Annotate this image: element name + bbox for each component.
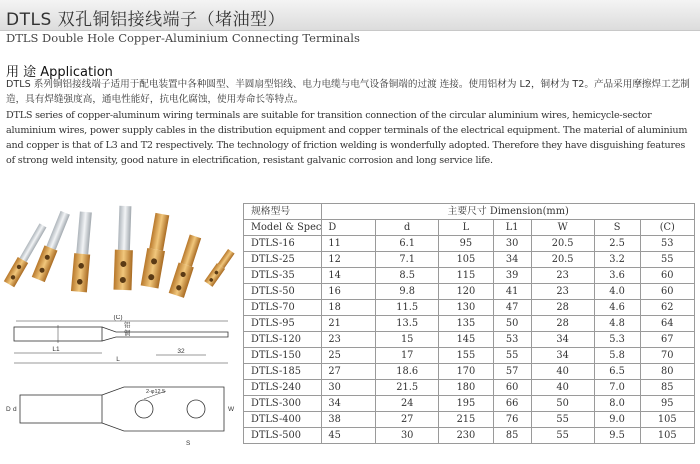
table-cell: 5.3 [594, 332, 640, 348]
table-cell: 8.0 [594, 396, 640, 412]
table-cell: 41 [493, 284, 531, 300]
model-cell: DTLS-500 [244, 428, 322, 444]
table-cell: 60 [640, 284, 694, 300]
spec-table-body [244, 204, 695, 444]
terminal-7 [204, 248, 235, 287]
table-cell: 64 [640, 316, 694, 332]
table-cell: 7.1 [376, 252, 439, 268]
table-header-row-1 [244, 204, 695, 220]
table-row [244, 396, 695, 412]
terminal-3 [71, 211, 94, 292]
table-cell: 11.5 [376, 300, 439, 316]
table-cell: 40 [531, 380, 594, 396]
hole-label: 2-φ12.5 [146, 389, 166, 395]
technical-drawing [6, 315, 239, 460]
usage-heading: 用 途 Application [6, 65, 113, 80]
terminals-product-photo [3, 200, 239, 310]
terminal-2 [32, 210, 72, 282]
table-cell: 135 [439, 316, 493, 332]
table-cell: 20.5 [531, 252, 594, 268]
column-header: L [439, 220, 493, 236]
table-cell: 53 [640, 236, 694, 252]
terminal-6 [169, 234, 203, 298]
dim-c-label: (C) [113, 315, 123, 321]
table-cell: 95 [439, 236, 493, 252]
table-cell: 120 [439, 284, 493, 300]
table-cell: 55 [531, 428, 594, 444]
table-row [244, 300, 695, 316]
table-cell: 4.6 [594, 300, 640, 316]
table-row [244, 268, 695, 284]
table-row [244, 364, 695, 380]
table-cell: 85 [493, 428, 531, 444]
table-cell: 62 [640, 300, 694, 316]
table-cell: 95 [640, 396, 694, 412]
table-cell: 145 [439, 332, 493, 348]
table-cell: 76 [493, 412, 531, 428]
table-cell: 67 [640, 332, 694, 348]
table-cell: 230 [439, 428, 493, 444]
table-row [244, 380, 695, 396]
table-cell: 25 [322, 348, 376, 364]
terminal-5 [141, 213, 172, 289]
model-cell: DTLS-50 [244, 284, 322, 300]
model-cell: DTLS-120 [244, 332, 322, 348]
page-subtitle: DTLS Double Hole Copper-Aluminium Connecting Terminals [6, 31, 360, 45]
table-cell: 23 [531, 284, 594, 300]
table-cell: 105 [640, 412, 694, 428]
aluminium-label: 铝 [124, 322, 131, 329]
table-cell: 130 [439, 300, 493, 316]
table-row [244, 348, 695, 364]
model-cell: DTLS-95 [244, 316, 322, 332]
column-header: L1 [493, 220, 531, 236]
table-cell: 21.5 [376, 380, 439, 396]
table-cell: 7.0 [594, 380, 640, 396]
dim-d-lower-label: d [13, 406, 17, 413]
column-header: D [322, 220, 376, 236]
model-cell: DTLS-240 [244, 380, 322, 396]
table-cell: 80 [640, 364, 694, 380]
table-cell: 30 [322, 380, 376, 396]
dim-s-label: S [186, 440, 191, 447]
table-cell: 115 [439, 268, 493, 284]
table-cell: 39 [493, 268, 531, 284]
table-cell: 47 [493, 300, 531, 316]
table-cell: 21 [322, 316, 376, 332]
table-cell: 55 [640, 252, 694, 268]
table-cell: 9.8 [376, 284, 439, 300]
table-cell: 50 [531, 396, 594, 412]
column-header: d [376, 220, 439, 236]
table-cell: 105 [640, 428, 694, 444]
table-cell: 30 [376, 428, 439, 444]
model-cell: DTLS-400 [244, 412, 322, 428]
table-cell: 9.0 [594, 412, 640, 428]
dim-d-upper-label: D [6, 406, 11, 413]
table-cell: 55 [493, 348, 531, 364]
table-cell: 27 [376, 412, 439, 428]
table-cell: 27 [322, 364, 376, 380]
table-cell: 3.2 [594, 252, 640, 268]
table-cell: 3.6 [594, 268, 640, 284]
table-cell: 8.5 [376, 268, 439, 284]
table-row [244, 316, 695, 332]
table-cell: 60 [640, 268, 694, 284]
table-row [244, 332, 695, 348]
dim-l-label: L [116, 356, 120, 363]
table-cell: 14 [322, 268, 376, 284]
table-row [244, 284, 695, 300]
table-cell: 23 [531, 268, 594, 284]
table-cell: 70 [640, 348, 694, 364]
table-cell: 34 [531, 348, 594, 364]
table-cell: 16 [322, 284, 376, 300]
table-cell: 215 [439, 412, 493, 428]
table-row [244, 412, 695, 428]
table-cell: 34 [493, 252, 531, 268]
table-cell: 50 [493, 316, 531, 332]
table-cell: 15 [376, 332, 439, 348]
table-cell: 180 [439, 380, 493, 396]
table-cell: 57 [493, 364, 531, 380]
table-cell: 53 [493, 332, 531, 348]
table-cell: 5.8 [594, 348, 640, 364]
column-header: W [531, 220, 594, 236]
model-cell: DTLS-16 [244, 236, 322, 252]
table-cell: 40 [531, 364, 594, 380]
table-row [244, 428, 695, 444]
dim-l1-label: L1 [52, 346, 60, 353]
column-header: (C) [640, 220, 694, 236]
model-cell: DTLS-185 [244, 364, 322, 380]
model-cell: DTLS-150 [244, 348, 322, 364]
table-cell: 28 [531, 316, 594, 332]
table-cell: 155 [439, 348, 493, 364]
table-cell: 85 [640, 380, 694, 396]
table-cell: 6.1 [376, 236, 439, 252]
table-cell: 38 [322, 412, 376, 428]
table-cell: 34 [531, 332, 594, 348]
table-cell: 170 [439, 364, 493, 380]
dim-w-label: W [228, 406, 235, 413]
model-cell: DTLS-35 [244, 268, 322, 284]
table-cell: 13.5 [376, 316, 439, 332]
dim-32-label: 32 [177, 348, 185, 355]
table-cell: 2.5 [594, 236, 640, 252]
table-cell: 23 [322, 332, 376, 348]
table-row [244, 236, 695, 252]
table-cell: 34 [322, 396, 376, 412]
table-cell: 24 [376, 396, 439, 412]
table-cell: 4.0 [594, 284, 640, 300]
table-cell: 195 [439, 396, 493, 412]
copper-label: 铜 [124, 330, 131, 337]
terminal-4 [113, 206, 134, 291]
side-view [14, 315, 228, 363]
table-cell: 4.8 [594, 316, 640, 332]
table-cell: 17 [376, 348, 439, 364]
table-header-row-2 [244, 220, 695, 236]
table-cell: 11 [322, 236, 376, 252]
page-title: DTLS 双孔铜铝接线端子（堵油型） [6, 10, 286, 30]
description-chinese: DTLS 系列铜铝接线端子适用于配电装置中各种圆型、半圆扇型铝线、电力电缆与电气设备铜端的过渡 连接。使用铝材为 L2，铜材为 T2。产品采用摩擦焊工艺制造，具有焊缝强度高，通电性能好，抗电化腐蚀，使用寿命长等特点。 [6, 79, 690, 105]
table-cell: 20.5 [531, 236, 594, 252]
model-cell: DTLS-25 [244, 252, 322, 268]
table-cell: 45 [322, 428, 376, 444]
table-cell: 6.5 [594, 364, 640, 380]
table-cell: 18 [322, 300, 376, 316]
table-row [244, 252, 695, 268]
table-cell: 66 [493, 396, 531, 412]
table-cell: 30 [493, 236, 531, 252]
header-model-en: Model & Spec [244, 220, 322, 236]
model-cell: DTLS-300 [244, 396, 322, 412]
table-cell: 9.5 [594, 428, 640, 444]
description-english: DTLS series of copper-aluminum wiring terminals are suitable for transition connection of the circular aluminium wires, hemicycle-sector aluminium wires, power supply cables in the distribution equipment and copper terminals of the electrical equipment. The material of aluminium and copper is that of L3 and T2 respectively. The technology of friction welding is wonderfully adopted. Therefore they have disguishing features of strong weld intensity, good nature in electrification, resistant galvanic corrosion and long service life. [6, 110, 688, 166]
spec-table [243, 203, 695, 444]
column-header: S [594, 220, 640, 236]
table-cell: 105 [439, 252, 493, 268]
table-cell: 28 [531, 300, 594, 316]
title-bar [0, 0, 700, 31]
header-model-cn: 规格型号 [244, 204, 322, 220]
table-cell: 60 [493, 380, 531, 396]
top-view [6, 387, 235, 447]
model-cell: DTLS-70 [244, 300, 322, 316]
table-cell: 18.6 [376, 364, 439, 380]
table-cell: 12 [322, 252, 376, 268]
table-cell: 55 [531, 412, 594, 428]
header-dimensions: 主要尺寸 Dimension(mm) [322, 204, 695, 220]
